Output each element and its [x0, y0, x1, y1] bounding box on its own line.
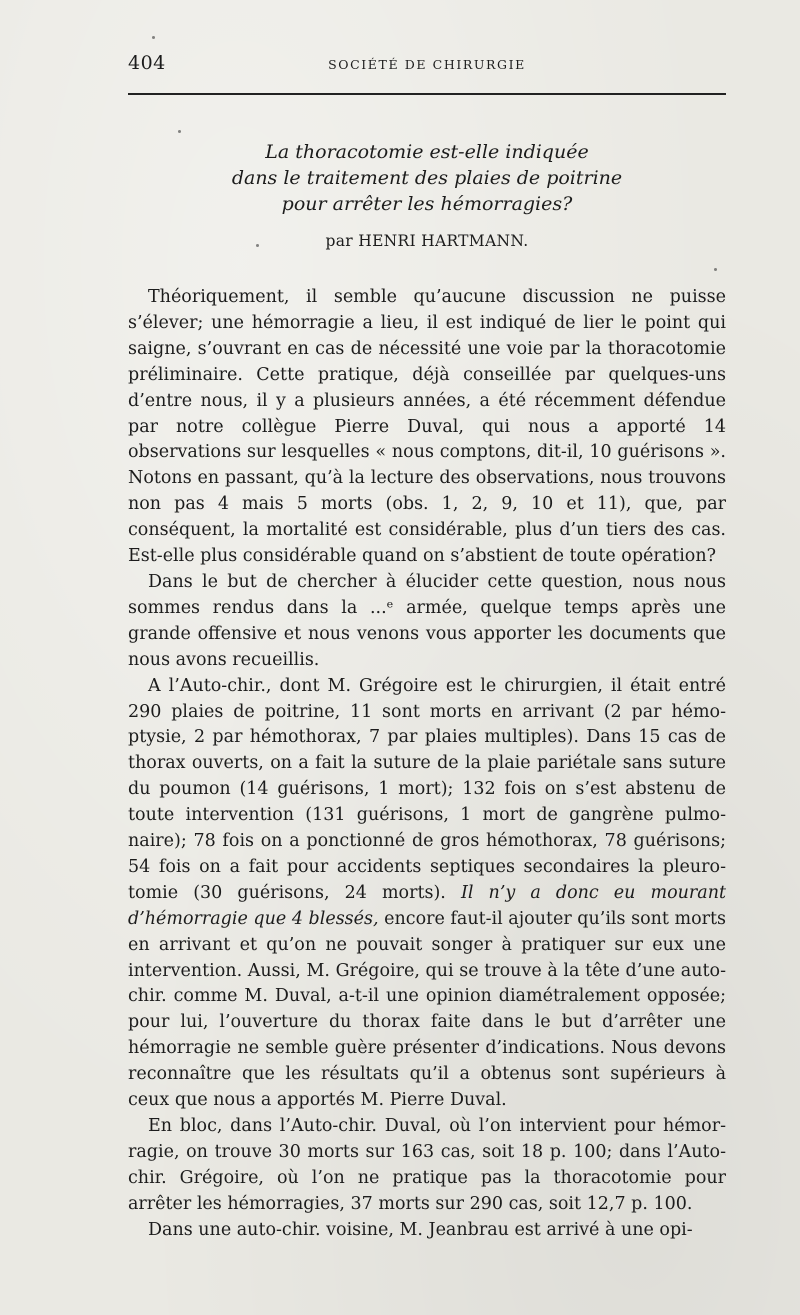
header-rule: [128, 93, 726, 95]
article-body: [128, 285, 726, 1244]
paragraph-3-end: encore faut-il ajouter qu’ils sont morts en arrivant et qu’on ne pouvait songer à pratiquer sur eux une intervention. Aussi, M. Grégoire, qui se trouve à la tête d’une auto-chir. comme M. Duval, a-t-il une opinion diamétralement opposée; pour lui, l’ouverture du thorax faite dans le but d’arrêter une hémorragie ne semble guère présenter d’indications. Nous devons reconnaître que les résultats qu’il a obtenus sont supérieurs à ceux que nous a apportés M. Pierre Duval.: [128, 908, 726, 1111]
paper-speck: [714, 268, 717, 271]
page-header: [128, 52, 726, 80]
paper-speck: [152, 36, 155, 39]
paragraph-3: [128, 674, 726, 1114]
running-head: SOCIÉTÉ DE CHIRURGIE: [328, 57, 526, 72]
paragraph-4: En bloc, dans l’Auto-chir. Duval, où l’on intervient pour hémorragie, on trouve 30 morts sur 163 cas, soit 18 p. 100; dans l’Auto-chir. Grégoire, où l’on ne pratique pas la thoracotomie pour arrêter les hémorragies, 37 morts sur 290 cas, soit 12,7 p. 100.: [128, 1116, 726, 1214]
title-line-2: dans le traitement des plaies de poitrine: [231, 167, 623, 189]
paragraph-3-start: A l’Auto-chir., dont M. Grégoire est le chirurgien, il était entré 290 plaies de poitrine, 11 sont morts en arrivant (2 par hémoptysie, 2 par hémothorax, 7 par plaies multiples). Dans 15 cas de thorax ouverts, on a fait la suture de la plaie pariétale sans suture du poumon (14 guérisons, 1 mort); 132 fois on s’est abstenu de toute intervention (131 guérisons, 1 mort de gangrène pulmonaire); 78 fois on a ponctionné de gros hémothorax, 78 guérisons; 54 fois on a fait pour accidents septiques secondaires la pleurotomie (30 guérisons, 24 morts).: [128, 675, 726, 903]
page-number: 404: [128, 52, 166, 74]
author-byline: par HENRI HARTMANN.: [325, 232, 529, 250]
paper-speck: [178, 130, 181, 133]
article-title: [128, 139, 726, 217]
title-line-3: pour arrêter les hémorragies?: [281, 193, 573, 215]
title-line-1: La thoracotomie est-elle indiquée: [265, 141, 589, 163]
paragraph-3-emphasis: Il n’y a donc eu mourant d’hémorragie que 4 blessés,: [128, 882, 726, 929]
paper-speck: [256, 244, 259, 247]
paragraph-1: Théoriquement, il semble qu’aucune discussion ne puisse s’élever; une hémorragie a lieu, il est indiqué de lier le point qui saigne, s’ouvrant en cas de nécessité une voie par la thoracotomie préliminaire. Cette pratique, déjà conseillée par quelques-uns d’entre nous, il y a plusieurs années, a été récemment défendue par notre collègue Pierre Duval, qui nous a apporté 14 observations sur lesquelles « nous comptons, dit-il, 10 guérisons ». Notons en passant, qu’à la lecture des observations, nous trouvons non pas 4 mais 5 morts (obs. 1, 2, 9, 10 et 11), que, par conséquent, la mortalité est considérable, plus d’un tiers des cas. Est-elle plus considérable quand on s’abstient de toute opération?: [128, 287, 726, 567]
paragraph-2: Dans le but de chercher à élucider cette question, nous nous sommes rendus dans la ...ᵉ armée, quelque temps après une grande offensive et nous venons vous apporter les documents que nous avons recueillis.: [128, 571, 726, 670]
paragraph-5: Dans une auto-chir. voisine, M. Jeanbrau est arrivé à une opi-: [148, 1219, 693, 1240]
